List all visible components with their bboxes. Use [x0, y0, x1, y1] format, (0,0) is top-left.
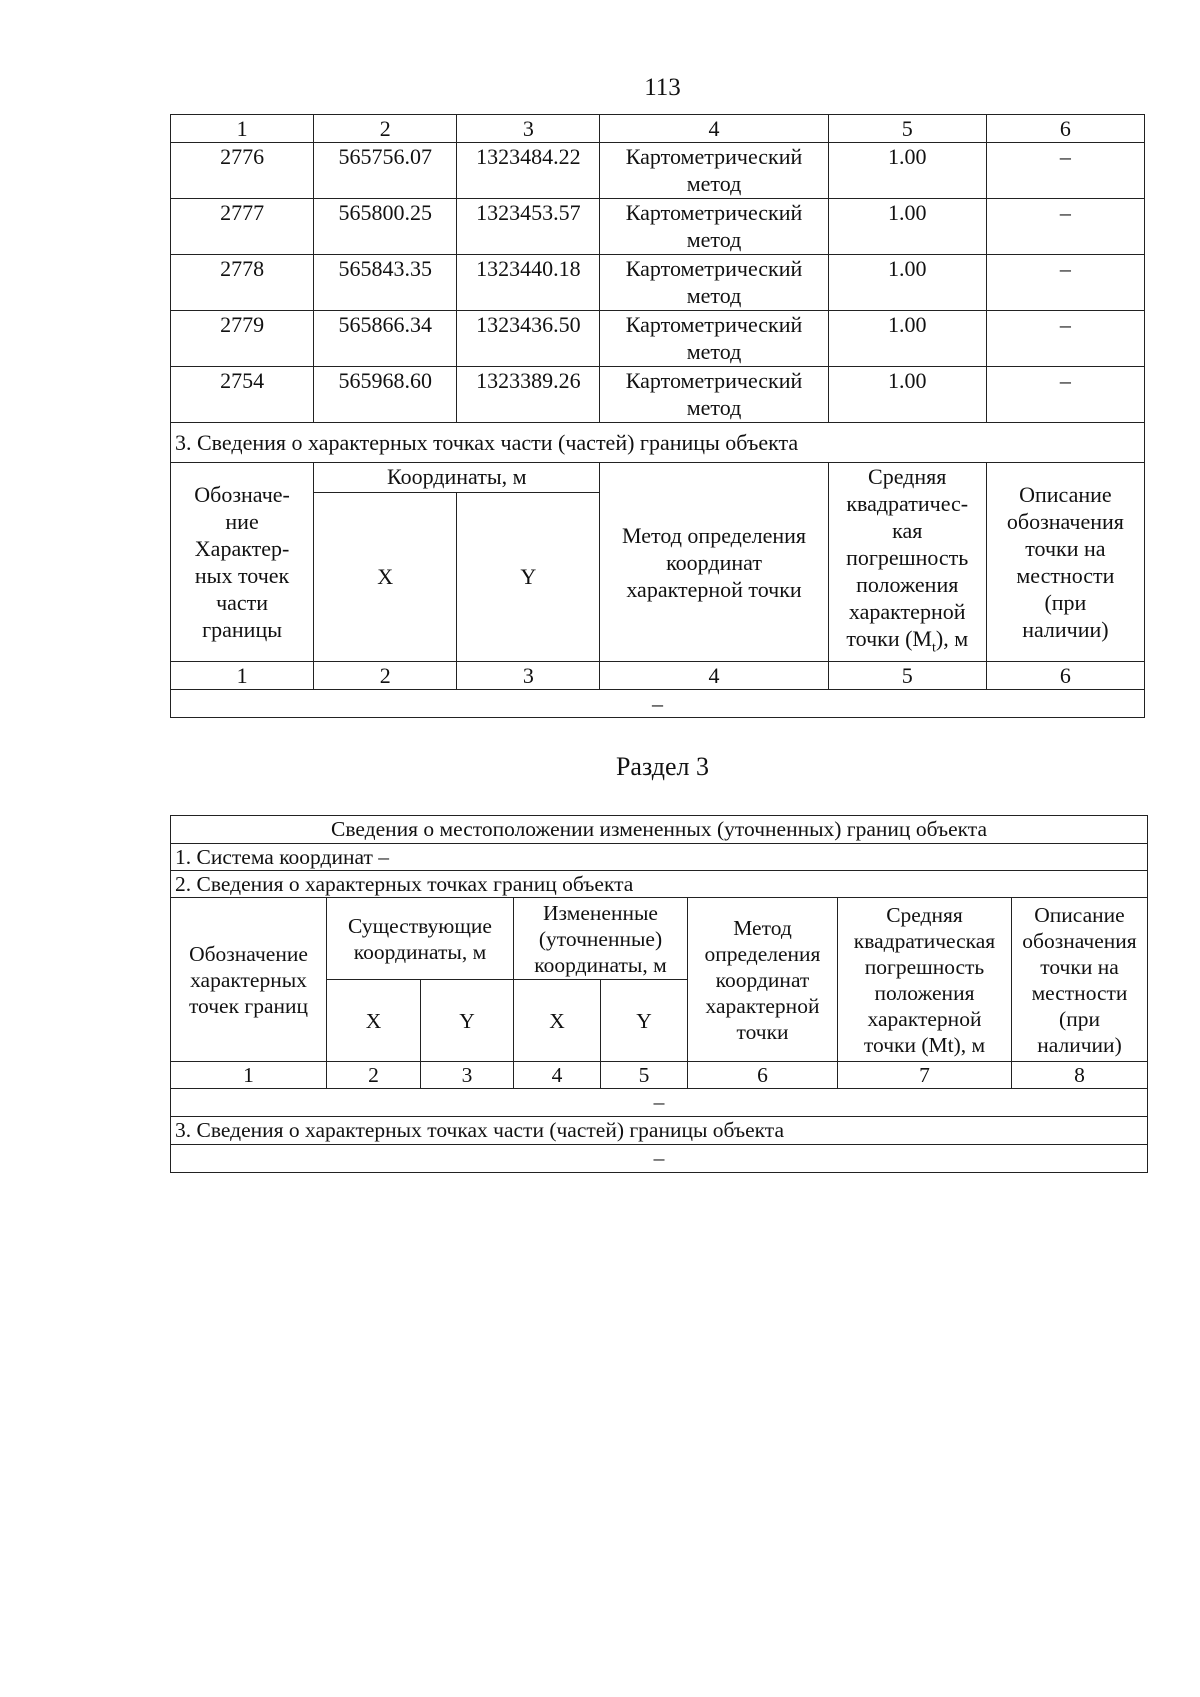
header-changed: Измененные (уточненные) координаты, м — [514, 898, 688, 980]
point-id: 2754 — [171, 367, 314, 423]
table-row — [171, 367, 1145, 423]
point-description: – — [986, 367, 1144, 423]
point-x: 565843.35 — [314, 255, 457, 311]
col-number: 4 — [600, 662, 828, 690]
header-existing-y: Y — [421, 980, 514, 1062]
method-line: Картометрический — [625, 200, 803, 225]
table-row — [171, 143, 1145, 199]
coord-system: 1. Система координат – — [171, 844, 1148, 871]
empty-row — [171, 1145, 1148, 1173]
point-id: 2777 — [171, 199, 314, 255]
column-numbers-row — [171, 1062, 1148, 1089]
header-description: Описание обозначения точки на местности (при наличии) — [1012, 898, 1148, 1062]
point-description: – — [986, 143, 1144, 199]
parts-empty-value: – — [171, 1145, 1148, 1173]
column-numbers-row — [171, 115, 1145, 143]
col-number: 3 — [457, 115, 600, 143]
col-number: 1 — [171, 1062, 327, 1089]
point-x: 565866.34 — [314, 311, 457, 367]
coord-system-row — [171, 844, 1148, 871]
header-designation: Обозначение характерных точек границ — [171, 898, 327, 1062]
method-line: метод — [686, 283, 742, 308]
header-accuracy: Средняя квадратичес- кая погрешность положения характерной точки $(M_t)$, м — [828, 463, 986, 662]
empty-row — [171, 1089, 1148, 1117]
point-y: 1323453.57 — [457, 199, 600, 255]
table-title-row — [171, 816, 1148, 844]
point-x: 565968.60 — [314, 367, 457, 423]
method-line: метод — [686, 395, 742, 420]
header-method: Метод определения координат характерной точки — [688, 898, 838, 1062]
parts-title: 3. Сведения о характерных точках части (частей) границы объекта — [171, 1117, 1148, 1145]
col-number: 5 — [601, 1062, 688, 1089]
parts-title-row — [171, 1117, 1148, 1145]
point-accuracy: 1.00 — [828, 143, 986, 199]
header-accuracy: Средняя квадратическая погрешность положения характерной точки (Mt), м — [838, 898, 1012, 1062]
point-id: 2779 — [171, 311, 314, 367]
empty-value: – — [171, 1089, 1148, 1117]
table-row — [171, 311, 1145, 367]
header-row — [171, 898, 1148, 980]
table-row — [171, 199, 1145, 255]
header-row — [171, 463, 1145, 493]
point-accuracy: 1.00 — [828, 255, 986, 311]
header-x: X — [314, 492, 457, 662]
header-y: Y — [457, 492, 600, 662]
header-changed-y: Y — [601, 980, 688, 1062]
changed-boundaries-table — [170, 815, 1148, 1173]
col-number: 2 — [314, 115, 457, 143]
empty-value: – — [171, 690, 1145, 718]
method-line: Картометрический — [625, 312, 803, 337]
point-y: 1323389.26 — [457, 367, 600, 423]
column-numbers-row — [171, 662, 1145, 690]
point-method — [600, 143, 828, 199]
point-description: – — [986, 255, 1144, 311]
header-method: Метод определения координат характерной точки — [600, 463, 828, 662]
method-line: метод — [686, 339, 742, 364]
col-number: 6 — [986, 115, 1144, 143]
empty-row — [171, 690, 1145, 718]
section-row — [171, 423, 1145, 463]
header-existing-x: X — [327, 980, 421, 1062]
col-number: 8 — [1012, 1062, 1148, 1089]
section-heading: Раздел 3 — [615, 752, 710, 781]
table-row — [171, 255, 1145, 311]
col-number: 5 — [828, 115, 986, 143]
col-number: 5 — [828, 662, 986, 690]
point-method — [600, 199, 828, 255]
point-accuracy: 1.00 — [828, 311, 986, 367]
table-title: Сведения о местоположении измененных (уточненных) границ объекта — [171, 816, 1148, 844]
method-line: Картометрический — [625, 144, 803, 169]
point-y: 1323440.18 — [457, 255, 600, 311]
point-method — [600, 255, 828, 311]
method-line: Картометрический — [625, 368, 803, 393]
point-x: 565800.25 — [314, 199, 457, 255]
col-number: 6 — [688, 1062, 838, 1089]
point-x: 565756.07 — [314, 143, 457, 199]
header-description: Описание обозначения точки на местности (при наличии) — [986, 463, 1144, 662]
header-designation: Обозначе- ние Характер- ных точек части границы — [171, 463, 314, 662]
col-number: 4 — [514, 1062, 601, 1089]
point-y: 1323436.50 — [457, 311, 600, 367]
header-changed-x: X — [514, 980, 601, 1062]
points-title: 2. Сведения о характерных точках границ объекта — [171, 871, 1148, 898]
method-line: Картометрический — [625, 256, 803, 281]
point-y: 1323484.22 — [457, 143, 600, 199]
header-coordinates: Координаты, м — [314, 463, 600, 493]
col-number: 3 — [457, 662, 600, 690]
point-accuracy: 1.00 — [828, 199, 986, 255]
page-number: 113 — [644, 74, 681, 101]
col-number: 2 — [314, 662, 457, 690]
point-method — [600, 367, 828, 423]
col-number: 4 — [600, 115, 828, 143]
col-number: 3 — [421, 1062, 514, 1089]
point-accuracy: 1.00 — [828, 367, 986, 423]
col-number: 1 — [171, 662, 314, 690]
method-line: метод — [686, 227, 742, 252]
header-existing: Существующие координаты, м — [327, 898, 514, 980]
points-title-row — [171, 871, 1148, 898]
point-id: 2778 — [171, 255, 314, 311]
point-id: 2776 — [171, 143, 314, 199]
section-title: 3. Сведения о характерных точках части (частей) границы объекта — [171, 423, 1145, 463]
boundary-points-table — [170, 114, 1145, 718]
method-line: метод — [686, 171, 742, 196]
col-number: 2 — [327, 1062, 421, 1089]
point-description: – — [986, 311, 1144, 367]
point-description: – — [986, 199, 1144, 255]
col-number: 1 — [171, 115, 314, 143]
col-number: 7 — [838, 1062, 1012, 1089]
col-number: 6 — [986, 662, 1144, 690]
point-method — [600, 311, 828, 367]
